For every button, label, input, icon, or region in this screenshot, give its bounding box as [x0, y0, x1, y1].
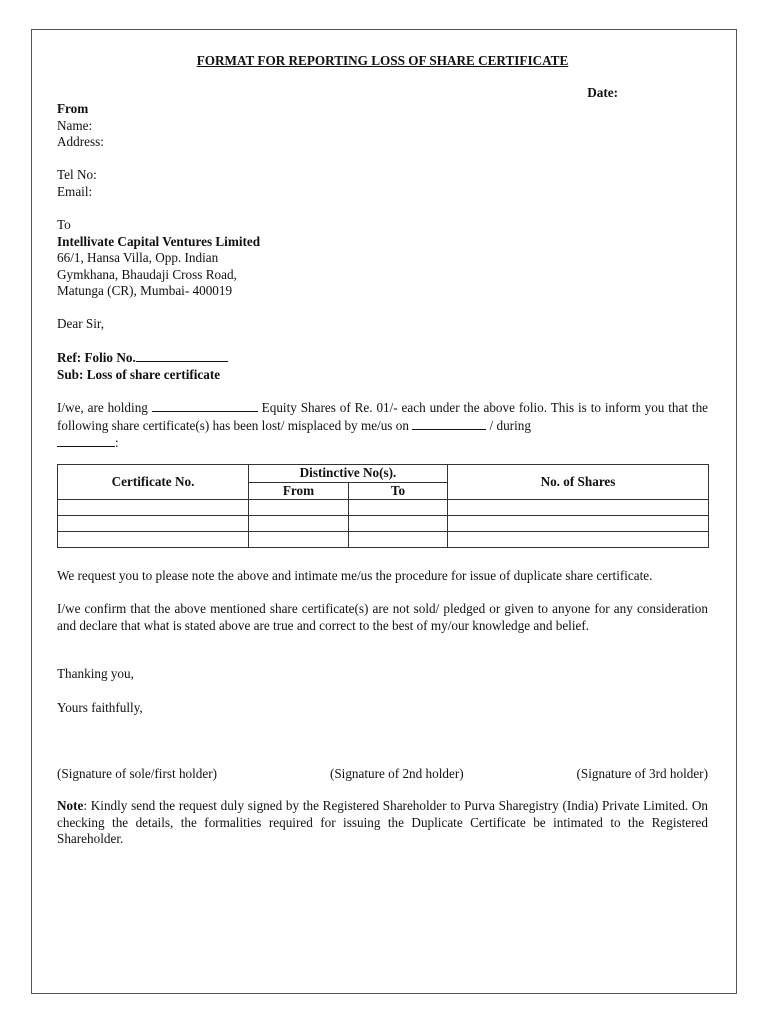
salutation: Dear Sir, — [57, 316, 105, 331]
confirm-paragraph: I/we confirm that the above mentioned share certificate(s) are not sold/ pledged or given to anyone for any consideration and declare that what is stated above are true and correct to the best of my/our knowledge and belief. — [57, 601, 708, 633]
cell[interactable] — [448, 516, 709, 532]
cell[interactable] — [448, 532, 709, 548]
intro-text: / during — [489, 417, 531, 433]
ref-label: Ref: Folio No. — [57, 350, 136, 365]
document-page — [31, 29, 737, 994]
to-header: To — [349, 482, 448, 500]
note-paragraph — [57, 798, 708, 848]
from-header: From — [249, 482, 349, 500]
intro-text: I/we, are holding — [57, 400, 148, 415]
cell[interactable] — [349, 516, 448, 532]
ref-line — [57, 349, 708, 367]
company-address-line: 66/1, Hansa Villa, Opp. Indian — [57, 250, 219, 265]
no-of-shares-header: No. of Shares — [448, 465, 709, 500]
cell[interactable] — [349, 532, 448, 548]
company-address-line: Matunga (CR), Mumbai- 400019 — [57, 283, 233, 298]
reference-section — [57, 349, 708, 383]
cell[interactable] — [58, 532, 249, 548]
folio-blank — [136, 349, 228, 362]
from-heading: From — [57, 101, 89, 116]
cell[interactable] — [249, 500, 349, 516]
shares-count-blank — [152, 399, 258, 412]
to-section — [57, 217, 708, 300]
table-row — [58, 516, 709, 532]
distinctive-no-header: Distinctive No(s). — [249, 465, 448, 483]
table-row — [58, 500, 709, 516]
intro-paragraph — [57, 399, 708, 452]
cell[interactable] — [349, 500, 448, 516]
name-label: Name: — [57, 117, 93, 133]
cell[interactable] — [58, 500, 249, 516]
table-row — [58, 532, 709, 548]
request-paragraph: We request you to please note the above and intimate me/us the procedure for issue of duplicate share certificate. — [57, 568, 653, 583]
from-section — [57, 101, 708, 151]
cell[interactable] — [249, 516, 349, 532]
cell[interactable] — [58, 516, 249, 532]
signature-first-holder: (Signature of sole/first holder) — [57, 766, 218, 781]
document-title: FORMAT FOR REPORTING LOSS OF SHARE CERTIFICATE — [196, 53, 569, 68]
company-name: Intellivate Capital Ventures Limited — [57, 233, 261, 249]
closing-text: Yours faithfully, — [57, 700, 143, 715]
intro-text: : — [115, 435, 119, 450]
thanking-text: Thanking you, — [57, 666, 134, 681]
tel-label: Tel No: — [57, 167, 97, 182]
period-blank — [57, 434, 115, 447]
signature-row — [57, 766, 708, 783]
signature-third-holder: (Signature of 3rd holder) — [576, 766, 708, 781]
note-text: : Kindly send the request duly signed by the Registered Shareholder to Purva Sharegistry (India) Private Limited. On checking the details, the formalities required for issuing the Duplicate Certificate be intimated to the Registered Shareholder. — [57, 798, 708, 846]
date-label: Date: — [587, 85, 618, 100]
date-lost-blank — [412, 417, 486, 430]
certificate-no-header: Certificate No. — [58, 465, 249, 500]
cell[interactable] — [448, 500, 709, 516]
intro-text: Equity Shares of Re. 01/- each under the above folio. This is to inform you that the following share certificate(s) has been lost/ misplaced by me/us on — [57, 400, 709, 433]
cell[interactable] — [249, 532, 349, 548]
company-address-line: Gymkhana, Bhaudaji Cross Road, — [57, 266, 237, 282]
email-label: Email: — [57, 183, 93, 199]
contact-section — [57, 167, 708, 200]
certificate-table — [57, 464, 709, 548]
subject-line: Sub: Loss of share certificate — [57, 366, 221, 382]
note-label: Note — [57, 798, 84, 813]
signature-second-holder: (Signature of 2nd holder) — [329, 766, 464, 781]
to-heading: To — [57, 217, 71, 232]
address-label: Address: — [57, 134, 104, 149]
